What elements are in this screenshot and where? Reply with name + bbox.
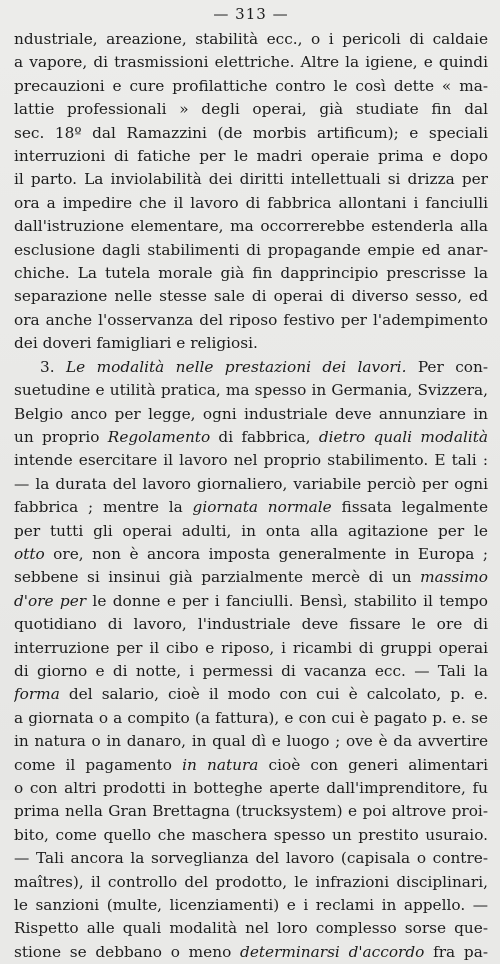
text-line: chiche. La tutela morale già fin dapprincipio prescrisse la [14,264,488,283]
text-line: sec. 18º dal Ramazzini (de morbis artificum); e speciali [14,123,488,142]
text-line: prima nella Gran Brettagna (trucksystem) e poi altrove proi- [14,802,488,821]
text-line: maîtres), il controllo del prodotto, le infrazioni disciplinari, [14,872,488,891]
text-line: interruzione per il cibo e riposo, i ricambi di gruppi operai [14,638,488,657]
text-line: Belgio anco per legge, ogni industriale deve annunziare in [14,404,488,423]
page-number: — 313 — [213,5,289,23]
text-line: separazione nelle stesse sale di operai di diverso sesso, ed [14,287,488,306]
text-line: fabbrica ; mentre la giornata normale fissata legalmente [14,498,488,517]
text-line: lattie professionali » degli operai, già studiate fin dal [14,100,488,119]
text-line: come il pagamento in natura cioè con generi alimentari [14,755,488,774]
text-line: intende esercitare il lavoro nel proprio stabilimento. E tali : [14,451,488,470]
text-line: — Tali ancora la sorveglianza del lavoro (capisala o contre- [14,849,488,868]
text-line: d'ore per le donne e per i fanciulli. Bensì, stabilito il tempo [14,591,488,610]
text-line: forma del salario, cioè il modo con cui è calcolato, p. e. [14,685,488,704]
text-line: interruzioni di fatiche per le madri operaie prima e dopo [14,147,488,166]
text-line: ndustriale, areazione, stabilità ecc., o i pericoli di caldaie [14,30,488,48]
text-line: suetudine e utilità pratica, ma spesso in Germania, Svizzera, [14,381,488,400]
text-line: il parto. La inviolabilità dei diritti intellettuali si drizza per [14,170,488,189]
text-line: o con altri prodotti in botteghe aperte dall'imprenditore, fu [14,779,488,797]
text-line: di giorno e di notte, i permessi di vacanza ecc. — Tali la [14,661,488,680]
text-line: in natura o in danaro, in qual dì e luogo ; ove è da avvertire [14,732,488,751]
text-line: Rispetto alle quali modalità nel loro complesso sorse que- [14,919,488,938]
text-line: dall'istruzione elementare, ma occorrerebbe estenderla alla [14,217,488,236]
text-line: precauzioni e cure profilattiche contro le così dette « ma- [14,76,488,95]
text-line: bito, come quello che maschera spesso un prestito usuraio. [14,825,488,844]
text-line: sebbene si insinui già parzialmente mercè di un massimo [14,568,488,587]
text-line: dei doveri famigliari e religiosi. [14,334,258,353]
text-line: ora anche l'osservanza del riposo festivo per l'adempimento [14,310,488,329]
text-line: a vapore, di trasmissioni elettriche. Altre la igiene, e quindi [14,53,488,72]
text-line: quotidiano di lavoro, l'industriale deve fissare le ore di [14,615,488,634]
text-line: per tutti gli operai adulti, in onta alla agitazione per le [14,521,488,540]
text-line: a giornata o a compito (a fattura), e con cui è pagato p. e. se [14,708,488,727]
text-line: le sanzioni (multe, licenziamenti) e i reclami in appello. — [14,896,488,915]
text-line: esclusione dagli stabilimenti di propagande empie ed anar- [14,240,488,259]
text-line: stione se debbano o meno determinarsi d'accordo fra pa- [14,942,488,961]
text-line: otto ore, non è ancora imposta generalmente in Europa ; [14,544,488,563]
text-line: — la durata del lavoro giornaliero, variabile perciò per ogni [14,474,488,493]
text-line: ora a impedire che il lavoro di fabbrica allontani i fanciulli [14,193,488,212]
text-line: 3. Le modalità nelle prestazioni dei lavori. Per con- [40,357,488,376]
text-line: un proprio Regolamento di fabbrica, dietro quali modalità [14,427,488,446]
body-text [14,28,488,964]
